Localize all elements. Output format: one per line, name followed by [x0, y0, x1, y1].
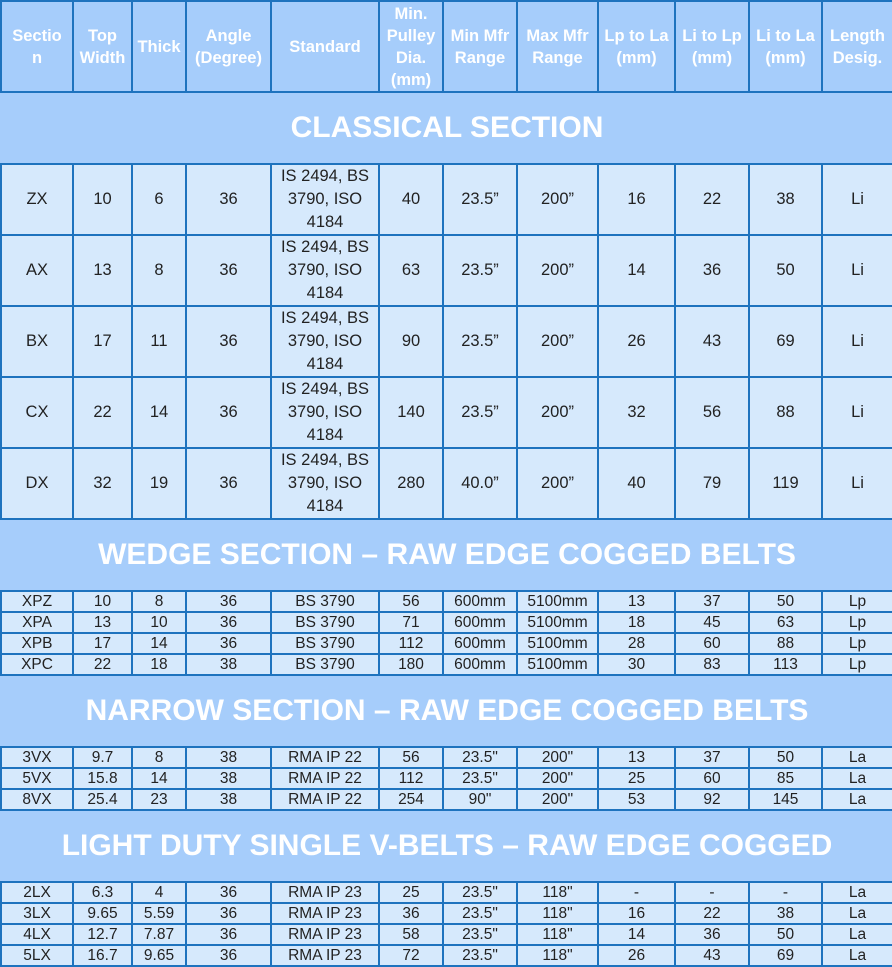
- table-cell: XPB: [1, 633, 73, 654]
- table-cell: 45: [675, 612, 749, 633]
- column-header: [749, 1, 822, 92]
- column-header-line: Max Mfr: [526, 26, 589, 45]
- table-cell: 38: [749, 903, 822, 924]
- table-cell: 8: [132, 747, 186, 768]
- table-cell: La: [822, 789, 892, 810]
- table-cell: 23.5": [443, 903, 517, 924]
- column-header: [186, 1, 271, 92]
- table-cell: 14: [598, 235, 675, 306]
- table-cell: RMA IP 22: [271, 768, 379, 789]
- table-cell: 40: [598, 448, 675, 519]
- table-cell: 200": [517, 747, 598, 768]
- column-header: [271, 1, 379, 92]
- table-cell: 83: [675, 654, 749, 675]
- table-cell: 79: [675, 448, 749, 519]
- table-row: [1, 945, 892, 966]
- table-cell: 50: [749, 235, 822, 306]
- table-cell: 58: [379, 924, 443, 945]
- table-cell: 36: [186, 591, 271, 612]
- table-body: [1, 92, 892, 966]
- table-cell: 5100mm: [517, 633, 598, 654]
- table-cell: 17: [73, 306, 132, 377]
- table-cell: 18: [132, 654, 186, 675]
- table-cell: 5100mm: [517, 612, 598, 633]
- table-cell: 6: [132, 164, 186, 235]
- table-cell: 25: [598, 768, 675, 789]
- table-cell: 36: [186, 164, 271, 235]
- table-cell: 30: [598, 654, 675, 675]
- table-cell: BS 3790: [271, 633, 379, 654]
- table-cell: 56: [379, 591, 443, 612]
- table-row: [1, 164, 892, 235]
- table-cell: 254: [379, 789, 443, 810]
- table-cell: 112: [379, 633, 443, 654]
- table-cell: 36: [186, 306, 271, 377]
- column-header: [443, 1, 517, 92]
- table-cell: 43: [675, 306, 749, 377]
- table-cell: 23.5": [443, 945, 517, 966]
- table-cell: 13: [598, 747, 675, 768]
- table-cell: 38: [186, 747, 271, 768]
- column-header-line: Sectio: [12, 26, 62, 45]
- column-header: [1, 1, 73, 92]
- table-cell: 10: [132, 612, 186, 633]
- column-header-line: Top: [87, 26, 117, 45]
- column-header-line: Desig.: [832, 48, 883, 67]
- table-cell: 5100mm: [517, 591, 598, 612]
- table-cell: RMA IP 22: [271, 789, 379, 810]
- table-cell: 28: [598, 633, 675, 654]
- table-cell: XPC: [1, 654, 73, 675]
- table-cell: 16.7: [73, 945, 132, 966]
- column-header-line: Width: [79, 48, 126, 67]
- section-banner-row: [1, 675, 892, 747]
- table-cell: XPZ: [1, 591, 73, 612]
- table-cell: 26: [598, 945, 675, 966]
- table-cell: 36: [186, 903, 271, 924]
- table-cell: 69: [749, 306, 822, 377]
- column-header: [132, 1, 186, 92]
- table-header-row: [1, 1, 892, 92]
- column-header: [379, 1, 443, 92]
- table-cell: 16: [598, 164, 675, 235]
- table-cell: 36: [186, 633, 271, 654]
- table-cell: 36: [186, 924, 271, 945]
- table-cell: -: [675, 882, 749, 903]
- table-cell: RMA IP 22: [271, 747, 379, 768]
- column-header-line: Angle: [205, 26, 252, 45]
- table-cell: 38: [186, 768, 271, 789]
- section-title: CLASSICAL SECTION: [1, 92, 892, 164]
- table-cell: 22: [73, 654, 132, 675]
- table-row: [1, 448, 892, 519]
- table-cell: 14: [132, 377, 186, 448]
- table-cell: BS 3790: [271, 654, 379, 675]
- column-header: [598, 1, 675, 92]
- table-cell: 23.5": [443, 747, 517, 768]
- table-cell: 19: [132, 448, 186, 519]
- table-cell: -: [598, 882, 675, 903]
- table-cell: 92: [675, 789, 749, 810]
- table-cell: 13: [598, 591, 675, 612]
- column-header-line: Range: [454, 48, 506, 67]
- table-cell: 23.5": [443, 924, 517, 945]
- table-cell: La: [822, 903, 892, 924]
- table-row: [1, 924, 892, 945]
- table-cell: 37: [675, 747, 749, 768]
- table-cell: 88: [749, 377, 822, 448]
- table-cell: 15.8: [73, 768, 132, 789]
- table-cell: 6.3: [73, 882, 132, 903]
- table-row: [1, 789, 892, 810]
- table-cell: 118": [517, 882, 598, 903]
- column-header-line: Standard: [289, 37, 361, 56]
- table-cell: 113: [749, 654, 822, 675]
- table-row: [1, 768, 892, 789]
- table-cell: 3LX: [1, 903, 73, 924]
- table-row: [1, 377, 892, 448]
- table-cell: 200”: [517, 306, 598, 377]
- table-cell: IS 2494, BS 3790, ISO 4184: [271, 235, 379, 306]
- column-header: [73, 1, 132, 92]
- table-cell: 200”: [517, 235, 598, 306]
- table-cell: La: [822, 945, 892, 966]
- table-cell: 23.5": [443, 882, 517, 903]
- table-cell: 36: [186, 945, 271, 966]
- table-row: [1, 591, 892, 612]
- table-cell: 5100mm: [517, 654, 598, 675]
- section-banner-row: [1, 810, 892, 882]
- table-cell: 600mm: [443, 654, 517, 675]
- table-cell: 14: [598, 924, 675, 945]
- table-cell: 145: [749, 789, 822, 810]
- table-cell: 37: [675, 591, 749, 612]
- section-title: LIGHT DUTY SINGLE V-BELTS – RAW EDGE COGGED: [1, 810, 892, 882]
- table-row: [1, 612, 892, 633]
- table-cell: 200": [517, 789, 598, 810]
- section-title: WEDGE SECTION – RAW EDGE COGGED BELTS: [1, 519, 892, 591]
- section-banner-row: [1, 519, 892, 591]
- table-cell: 60: [675, 768, 749, 789]
- table-cell: 140: [379, 377, 443, 448]
- section-title: NARROW SECTION – RAW EDGE COGGED BELTS: [1, 675, 892, 747]
- table-cell: IS 2494, BS 3790, ISO 4184: [271, 448, 379, 519]
- column-header-line: n: [31, 48, 43, 67]
- table-cell: 13: [73, 612, 132, 633]
- table-cell: 22: [675, 164, 749, 235]
- table-cell: 600mm: [443, 591, 517, 612]
- table-cell: 9.7: [73, 747, 132, 768]
- table-row: [1, 633, 892, 654]
- table-cell: BS 3790: [271, 591, 379, 612]
- table-cell: 36: [186, 377, 271, 448]
- table-cell: 10: [73, 164, 132, 235]
- table-cell: RMA IP 23: [271, 903, 379, 924]
- table-cell: 7.87: [132, 924, 186, 945]
- table-cell: 11: [132, 306, 186, 377]
- table-cell: 22: [73, 377, 132, 448]
- table-cell: 17: [73, 633, 132, 654]
- table-cell: 200”: [517, 448, 598, 519]
- table-row: [1, 654, 892, 675]
- table-row: [1, 882, 892, 903]
- table-cell: 63: [379, 235, 443, 306]
- column-header: [822, 1, 892, 92]
- table-cell: 63: [749, 612, 822, 633]
- table-cell: 200”: [517, 377, 598, 448]
- table-cell: 4LX: [1, 924, 73, 945]
- table-cell: 118": [517, 924, 598, 945]
- table-cell: 25.4: [73, 789, 132, 810]
- table-cell: 40: [379, 164, 443, 235]
- table-cell: 56: [675, 377, 749, 448]
- table-cell: 14: [132, 768, 186, 789]
- table-cell: 23.5”: [443, 306, 517, 377]
- table-cell: 23.5”: [443, 164, 517, 235]
- table-cell: 8: [132, 591, 186, 612]
- table-cell: 13: [73, 235, 132, 306]
- table-cell: RMA IP 23: [271, 924, 379, 945]
- table-cell: 118": [517, 903, 598, 924]
- table-cell: RMA IP 23: [271, 945, 379, 966]
- table-cell: 2LX: [1, 882, 73, 903]
- column-header-line: Lp to La: [604, 26, 669, 45]
- column-header-line: Li to La: [756, 26, 815, 45]
- table-cell: IS 2494, BS 3790, ISO 4184: [271, 306, 379, 377]
- column-header-line: Dia.: [395, 48, 427, 67]
- table-cell: Li: [822, 448, 892, 519]
- table-cell: 9.65: [132, 945, 186, 966]
- table-cell: RMA IP 23: [271, 882, 379, 903]
- table-cell: 36: [186, 882, 271, 903]
- table-cell: 8VX: [1, 789, 73, 810]
- table-cell: 36: [186, 612, 271, 633]
- table-cell: La: [822, 747, 892, 768]
- table-cell: Li: [822, 377, 892, 448]
- column-header: [517, 1, 598, 92]
- table-cell: 600mm: [443, 612, 517, 633]
- table-cell: La: [822, 882, 892, 903]
- table-cell: 18: [598, 612, 675, 633]
- table-cell: 60: [675, 633, 749, 654]
- table-row: [1, 903, 892, 924]
- table-cell: 40.0”: [443, 448, 517, 519]
- table-cell: 23: [132, 789, 186, 810]
- table-cell: BX: [1, 306, 73, 377]
- table-cell: 22: [675, 903, 749, 924]
- column-header-line: Range: [532, 48, 583, 67]
- column-header-line: Min Mfr: [450, 26, 510, 45]
- table-cell: 5.59: [132, 903, 186, 924]
- column-header-line: Min.: [394, 4, 428, 23]
- table-cell: 23.5": [443, 768, 517, 789]
- table-cell: 200”: [517, 164, 598, 235]
- table-cell: 56: [379, 747, 443, 768]
- table-cell: IS 2494, BS 3790, ISO 4184: [271, 377, 379, 448]
- table-cell: 200": [517, 768, 598, 789]
- table-cell: 10: [73, 591, 132, 612]
- column-header-line: Li to Lp: [682, 26, 742, 45]
- table-cell: 14: [132, 633, 186, 654]
- table-cell: 71: [379, 612, 443, 633]
- table-cell: 3VX: [1, 747, 73, 768]
- table-cell: CX: [1, 377, 73, 448]
- table-cell: AX: [1, 235, 73, 306]
- table-cell: Lp: [822, 633, 892, 654]
- column-header: [675, 1, 749, 92]
- table-cell: 5VX: [1, 768, 73, 789]
- column-header-line: (Degree): [195, 48, 262, 67]
- table-cell: XPA: [1, 612, 73, 633]
- table-cell: 112: [379, 768, 443, 789]
- table-cell: 5LX: [1, 945, 73, 966]
- table-cell: 119: [749, 448, 822, 519]
- table-cell: 23.5”: [443, 377, 517, 448]
- table-cell: 26: [598, 306, 675, 377]
- table-cell: 36: [675, 924, 749, 945]
- table-cell: 38: [186, 789, 271, 810]
- table-cell: BS 3790: [271, 612, 379, 633]
- table-cell: 36: [186, 448, 271, 519]
- table-cell: DX: [1, 448, 73, 519]
- table-cell: Li: [822, 306, 892, 377]
- table-cell: 8: [132, 235, 186, 306]
- table-cell: 280: [379, 448, 443, 519]
- table-cell: 50: [749, 747, 822, 768]
- column-header-line: (mm): [390, 70, 432, 89]
- table-cell: 9.65: [73, 903, 132, 924]
- table-cell: 90": [443, 789, 517, 810]
- table-cell: 53: [598, 789, 675, 810]
- table-cell: 50: [749, 591, 822, 612]
- table-cell: 12.7: [73, 924, 132, 945]
- table-cell: 88: [749, 633, 822, 654]
- table-cell: 16: [598, 903, 675, 924]
- column-header-line: (mm): [765, 48, 806, 67]
- table-cell: 38: [186, 654, 271, 675]
- table-cell: 90: [379, 306, 443, 377]
- column-header-line: Thick: [137, 37, 181, 56]
- table-cell: La: [822, 924, 892, 945]
- table-cell: 85: [749, 768, 822, 789]
- table-cell: 25: [379, 882, 443, 903]
- table-cell: IS 2494, BS 3790, ISO 4184: [271, 164, 379, 235]
- table-cell: La: [822, 768, 892, 789]
- table-cell: Lp: [822, 654, 892, 675]
- column-header-line: Length: [830, 26, 885, 45]
- table-cell: 118": [517, 945, 598, 966]
- table-cell: 69: [749, 945, 822, 966]
- table-cell: 36: [675, 235, 749, 306]
- table-cell: Lp: [822, 591, 892, 612]
- section-banner-row: [1, 92, 892, 164]
- table-cell: 38: [749, 164, 822, 235]
- table-cell: -: [749, 882, 822, 903]
- table-cell: Li: [822, 164, 892, 235]
- table-cell: ZX: [1, 164, 73, 235]
- table-cell: 50: [749, 924, 822, 945]
- table-cell: 72: [379, 945, 443, 966]
- column-header-line: (mm): [616, 48, 657, 67]
- table-cell: 36: [379, 903, 443, 924]
- column-header-line: Pulley: [386, 26, 436, 45]
- table-cell: Li: [822, 235, 892, 306]
- table-cell: 180: [379, 654, 443, 675]
- table-cell: 32: [73, 448, 132, 519]
- table-cell: 32: [598, 377, 675, 448]
- table-cell: 36: [186, 235, 271, 306]
- table-row: [1, 747, 892, 768]
- table-cell: 43: [675, 945, 749, 966]
- table-cell: 4: [132, 882, 186, 903]
- table-row: [1, 306, 892, 377]
- column-header-line: (mm): [691, 48, 733, 67]
- table-cell: 600mm: [443, 633, 517, 654]
- table-cell: Lp: [822, 612, 892, 633]
- table-cell: 23.5”: [443, 235, 517, 306]
- table-row: [1, 235, 892, 306]
